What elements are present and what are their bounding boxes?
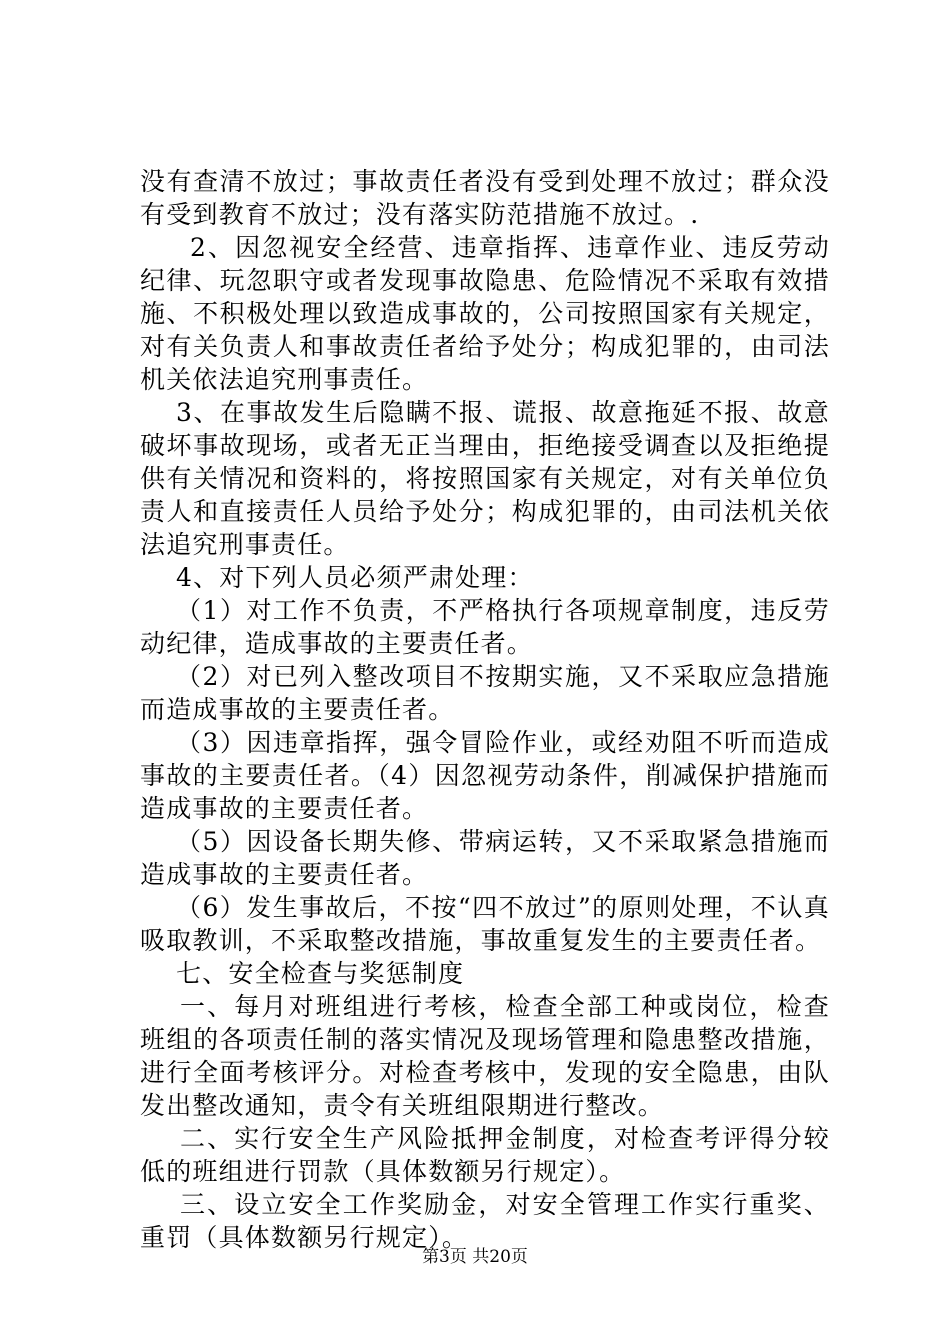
paragraph: 二、实行安全生产风险抵押金制度，对检查考评得分较低的班组进行罚款（具体数额另行规定）。 [140, 1124, 830, 1186]
paragraph: 4、对下列人员必须严肃处理： [176, 563, 534, 592]
page-number: 第3页 共20页 [422, 1247, 528, 1267]
paragraph: （5）因设备长期失修、带病运转，又不采取紧急措施而造成事故的主要责任者。 [140, 827, 830, 889]
paragraph: （1）对工作不负责，不严格执行各项规章制度，违反劳动纪律，造成事故的主要责任者。 [140, 596, 830, 658]
paragraph: 2、因忽视安全经营、违章指挥、违章作业、违反劳动纪律、玩忽职守或者发现事故隐患、危险情况不采取有效措施、不积极处理以致造成事故的，公司按照国家有关规定，对有关负责人和事故责任者给予处分；构成犯罪的，由司法机关依法追究刑事责任。 [140, 233, 830, 394]
paragraph: 一、每月对班组进行考核，检查全部工种或岗位，检查班组的各项责任制的落实情况及现场管理和隐患整改措施，进行全面考核评分。对检查考核中，发现的安全隐患，由队发出整改通知，责令有关班组限期进行整改。 [140, 992, 830, 1120]
paragraph: 没有查清不放过；事故责任者没有受到处理不放过；群众没有受到教育不放过；没有落实防范措施不放过。. [140, 167, 830, 229]
section-heading: 七、安全检查与奖惩制度 [176, 959, 465, 988]
paragraph: （3）因违章指挥，强令冒险作业，或经劝阻不听而造成事故的主要责任者。（4）因忽视劳动条件，削减保护措施而造成事故的主要责任者。 [140, 728, 830, 823]
paragraph: （6）发生事故后，不按“四不放过”的原则处理，不认真吸取教训，不采取整改措施，事故重复发生的主要责任者。 [140, 893, 830, 955]
paragraph: （2）对已列入整改项目不按期实施，又不采取应急措施而造成事故的主要责任者。 [140, 662, 830, 724]
paragraph: 三、设立安全工作奖励金，对安全管理工作实行重奖、重罚（具体数额另行规定）。 [140, 1190, 830, 1252]
document-body [140, 165, 830, 1254]
paragraph: 3、在事故发生后隐瞒不报、谎报、故意拖延不报、故意破坏事故现场，或者无正当理由，拒绝接受调查以及拒绝提供有关情况和资料的，将按照国家有关规定，对有关单位负责人和直接责任人员给予处分；构成犯罪的，由司法机关依法追究刑事责任。 [140, 398, 830, 559]
